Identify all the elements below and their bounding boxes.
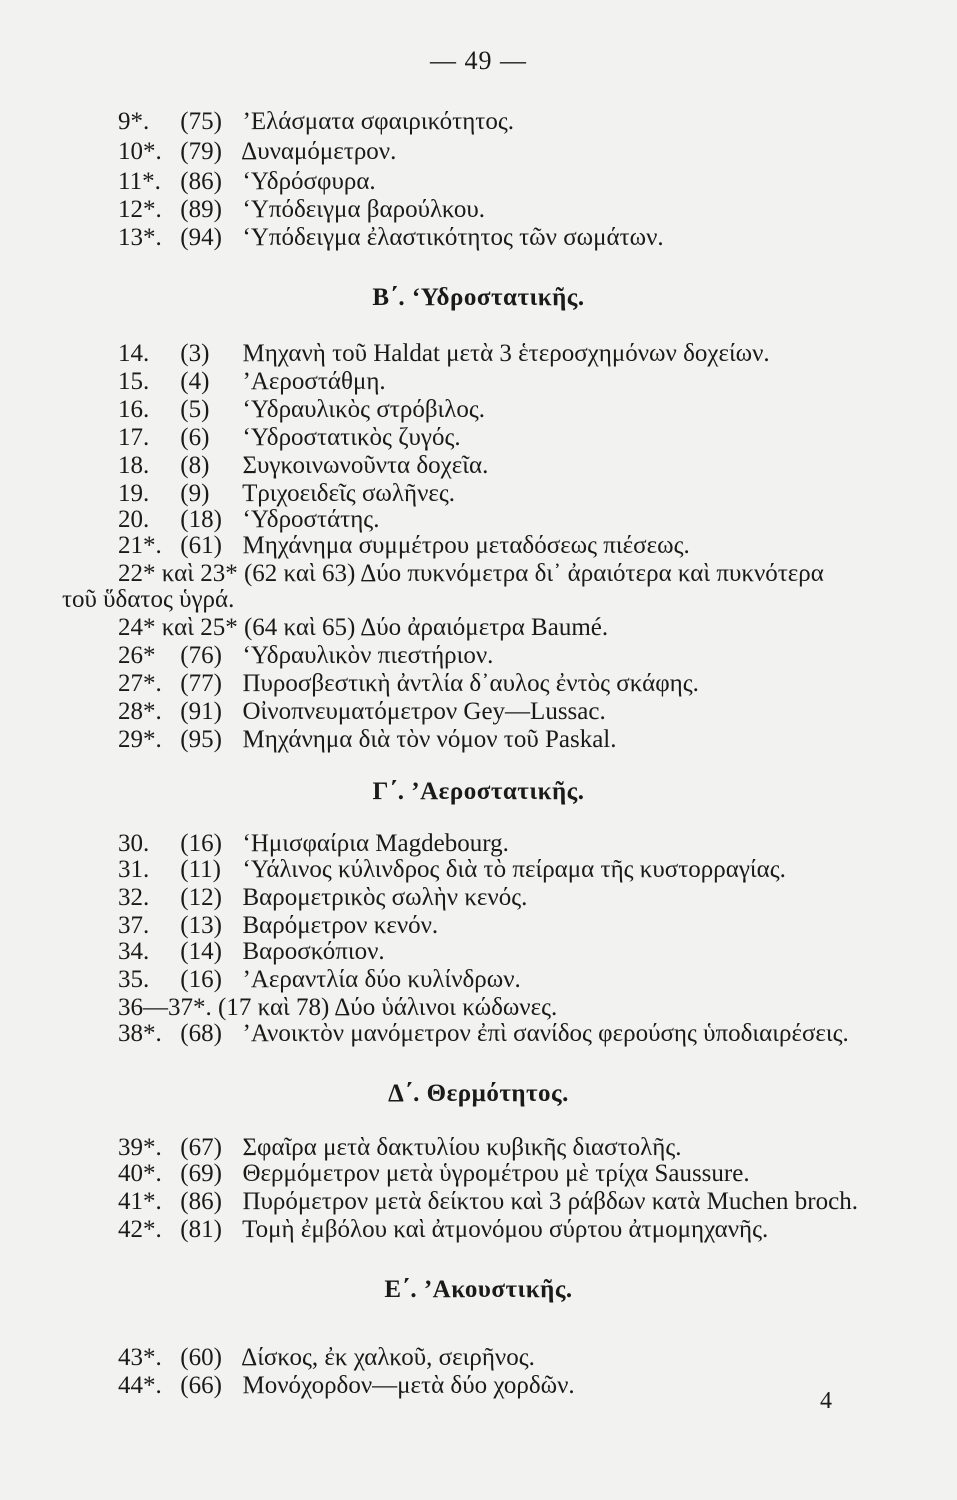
list-item: 13*. (94) ‘Υπόδειγμα ἐλαστικότητος τῶν σωμάτων.: [118, 224, 664, 251]
list-item: 20. (18) ‘Υδροστάτης.: [118, 506, 380, 533]
list-item: 42*. (81) Τομὴ ἐμβόλου καὶ ἀτμονόμου σύρτου ἀτμομηχανῆς.: [118, 1216, 769, 1243]
list-item: 14. (3) Μηχανὴ τοῦ Haldat μετὰ 3 ἑτεροσχημόνων δοχείων.: [118, 340, 770, 367]
signature-mark: 4: [820, 1388, 832, 1414]
list-item: 18. (8) Συγκοινωνοῦντα δοχεῖα.: [118, 452, 489, 479]
list-item: 19. (9) Τριχοειδεῖς σωλῆνες.: [118, 480, 456, 507]
list-item: 28*. (91) Οἰνοπνευματόμετρον Gey—Lussac.: [118, 698, 606, 725]
section-title-hydrostatics: Β΄. ‘Υδροστατικῆς.: [372, 284, 585, 311]
list-item: 41*. (86) Πυρόμετρον μετὰ δείκτου καὶ 3 ράβδων κατὰ Muchen broch.: [118, 1188, 858, 1215]
list-item: 22* καὶ 23* (62 καὶ 63) Δύο πυκνόμετρα δι᾽ ἀραιότερα καὶ πυκνότερα: [118, 560, 824, 587]
list-item: 30. (16) ‘Ημισφαίρια Magdebourg.: [118, 830, 509, 857]
list-item: 10*. (79) Δυναμόμετρον.: [118, 138, 397, 165]
section-title-heat: Δ΄. Θερμότητος.: [388, 1080, 569, 1107]
list-item-continuation: τοῦ ὕδατος ὑγρά.: [62, 586, 235, 613]
list-item: 31. (11) ‘Υάλινος κύλινδρος διὰ τὸ πείραμα τῆς κυστορραγίας.: [118, 856, 786, 883]
list-item: 11*. (86) ‘Υδρόσφυρα.: [118, 168, 376, 195]
list-item: 21*. (61) Μηχάνημα συμμέτρου μεταδόσεως πιέσεως.: [118, 532, 690, 559]
list-item: 40*. (69) Θερμόμετρον μετὰ ὑγρομέτρου μὲ τρίχα Saussure.: [118, 1160, 750, 1187]
list-item: 37. (13) Βαρόμετρον κενόν.: [118, 912, 439, 939]
list-item: 38*. (68) ’Ανοικτὸν μανόμετρον ἐπὶ σανίδος φερούσης ὑποδιαιρέσεις.: [118, 1020, 849, 1047]
list-item: 24* καὶ 25* (64 καὶ 65) Δύο ἀραιόμετρα Baumé.: [118, 614, 609, 641]
list-item: 15. (4) ’Αεροστάθμη.: [118, 368, 386, 395]
list-item: 12*. (89) ‘Υπόδειγμα βαρούλκου.: [118, 196, 486, 223]
list-item: 27*. (77) Πυροσβεστικὴ ἀντλία δ᾽αυλος ἐντὸς σκάφης.: [118, 670, 699, 697]
list-item: 32. (12) Βαρομετρικὸς σωλὴν κενός.: [118, 884, 528, 911]
page-number: — 49 —: [430, 46, 527, 75]
list-item: 43*. (60) Δίσκος, ἐκ χαλκοῦ, σειρῆνος.: [118, 1344, 535, 1371]
section-title-acoustics: Ε΄. ’Ακουστικῆς.: [384, 1276, 573, 1303]
list-item: 9*. (75) ’Ελάσματα σφαιρικότητος.: [118, 108, 514, 135]
list-item: 34. (14) Βαροσκόπιον.: [118, 938, 385, 965]
list-item: 16. (5) ‘Υδραυλικὸς στρόβιλος.: [118, 396, 486, 423]
list-item: 26* (76) ‘Υδραυλικὸν πιεστήριον.: [118, 642, 494, 669]
list-item: 35. (16) ’Αεραντλία δύο κυλίνδρων.: [118, 966, 521, 993]
list-item: 39*. (67) Σφαῖρα μετὰ δακτυλίου κυβικῆς διαστολῆς.: [118, 1134, 682, 1161]
list-item: 17. (6) ‘Υδροστατικὸς ζυγός.: [118, 424, 461, 451]
list-item: 36—37*. (17 καὶ 78) Δύο ὑάλινοι κώδωνες.: [118, 994, 558, 1021]
list-item: 44*. (66) Μονόχορδον—μετὰ δύο χορδῶν.: [118, 1372, 575, 1399]
section-title-aerostatics: Γ΄. ’Αεροστατικῆς.: [372, 778, 585, 805]
list-item: 29*. (95) Μηχάνημα διὰ τὸν νόμον τοῦ Paskal.: [118, 726, 617, 753]
